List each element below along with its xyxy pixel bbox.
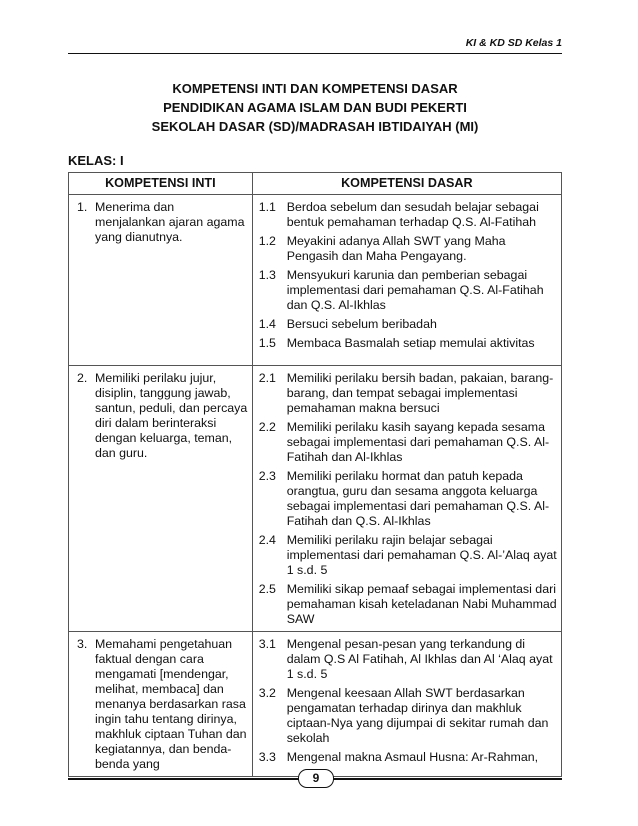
ki-text: Memiliki perilaku jujur, disiplin, tanggung jawab, santun, peduli, dan percaya diri dalam berinteraksi dengan keluarga, teman, dan guru.	[95, 371, 248, 460]
kd-text: Mensyukuri karunia dan pemberian sebagai implementasi dari pemahaman Q.S. Al-Fatihah dan Q.S. Al-Ikhlas	[286, 268, 544, 312]
ki-text: Menerima dan menjalankan ajaran agama yang dianutnya.	[95, 200, 245, 244]
kd-number: 1.1	[258, 200, 276, 214]
kd-item	[257, 317, 557, 332]
kd-text: Berdoa sebelum dan sesudah belajar sebagai bentuk pemahaman terhadap Q.S. Al-Fatihah	[286, 200, 539, 229]
kd-text: Memiliki perilaku bersih badan, pakaian, barang-barang, dan tempat sebagai implementasi pemahaman makna bersuci	[286, 371, 554, 415]
kd-item	[257, 750, 557, 765]
kd-item	[257, 234, 557, 264]
kd-number: 1.2	[258, 234, 276, 248]
document-title	[68, 79, 562, 136]
ki-number: 2.	[77, 371, 88, 385]
kd-number: 1.4	[258, 317, 276, 331]
title-line-3: SEKOLAH DASAR (SD)/MADRASAH IBTIDAIYAH (MI)	[151, 119, 479, 134]
header-rule	[68, 53, 562, 54]
table-row	[69, 366, 562, 632]
kd-cell	[252, 195, 561, 366]
header-kompetensi-dasar: KOMPETENSI DASAR	[252, 173, 561, 195]
title-line-2: PENDIDIKAN AGAMA ISLAM DAN BUDI PEKERTI	[163, 100, 467, 115]
kd-number: 1.3	[258, 268, 276, 282]
kd-text: Bersuci sebelum beribadah	[286, 317, 437, 331]
ki-cell	[69, 632, 253, 777]
table-header-row	[69, 173, 562, 195]
kd-number: 3.2	[258, 686, 276, 700]
kd-text: Memiliki perilaku hormat dan patuh kepada orangtua, guru dan sesama anggota keluarga sebagai implementasi dari pemahaman Q.S. Al-Fatihah dan Q.S. Al-Ikhlas	[286, 469, 550, 528]
header-kompetensi-inti: KOMPETENSI INTI	[69, 173, 253, 195]
kd-text: Mengenal keesaan Allah SWT berdasarkan pengamatan terhadap dirinya dan makhluk ciptaan-Nya yang dijumpai di sekitar rumah dan sekolah	[286, 686, 549, 745]
kd-number: 3.3	[258, 750, 276, 764]
kd-item	[257, 533, 557, 578]
kd-item	[257, 582, 557, 627]
table-row	[69, 195, 562, 366]
page-number-badge: 9	[298, 769, 334, 788]
class-label: KELAS: I	[68, 153, 124, 168]
ki-number: 1.	[77, 200, 88, 214]
kd-item	[257, 336, 557, 351]
kd-number: 2.1	[258, 371, 276, 385]
kd-item	[257, 686, 557, 746]
kd-text: Membaca Basmalah setiap memulai aktivitas	[286, 336, 535, 350]
kd-item	[257, 371, 557, 416]
kd-text: Memiliki sikap pemaaf sebagai implementasi dari pemahaman kisah keteladanan Nabi Muhammad SAW	[286, 582, 557, 626]
kd-item	[257, 268, 557, 313]
title-line-1: KOMPETENSI INTI DAN KOMPETENSI DASAR	[172, 81, 458, 96]
kd-item	[257, 637, 557, 682]
kd-text: Memiliki perilaku kasih sayang kepada sesama sebagai implementasi dari pemahaman Q.S. Al-Fatihah dan Al-Ikhlas	[286, 420, 550, 464]
kd-item	[257, 420, 557, 465]
kd-text: Mengenal makna Asmaul Husna: Ar-Rahman,	[286, 750, 539, 764]
kd-item	[257, 469, 557, 529]
ki-cell	[69, 195, 253, 366]
kd-item	[257, 200, 557, 230]
kd-number: 2.3	[258, 469, 276, 483]
kd-number: 2.2	[258, 420, 276, 434]
ki-text: Memahami pengetahuan faktual dengan cara mengamati [mendengar, melihat, membaca] dan menanya berdasarkan rasa ingin tahu tentang dirinya, makhluk ciptaan Tuhan dan kegiatannya, dan benda-benda yang	[95, 637, 247, 771]
competency-table	[68, 172, 562, 777]
ki-number: 3.	[77, 637, 88, 651]
running-header: KI & KD SD Kelas 1	[465, 37, 562, 49]
kd-cell	[252, 632, 561, 777]
kd-number: 2.4	[258, 533, 276, 547]
ki-cell	[69, 366, 253, 632]
kd-text: Memiliki perilaku rajin belajar sebagai implementasi dari pemahaman Q.S. Al-’Alaq ayat 1 s.d. 5	[286, 533, 557, 577]
kd-number: 1.5	[258, 336, 276, 350]
kd-number: 2.5	[258, 582, 276, 596]
kd-text: Meyakini adanya Allah SWT yang Maha Pengasih dan Maha Pengayang.	[286, 234, 506, 263]
kd-cell	[252, 366, 561, 632]
kd-number: 3.1	[258, 637, 276, 651]
kd-text: Mengenal pesan-pesan yang terkandung di dalam Q.S Al Fatihah, Al Ikhlas dan Al ‘Alaq ayat 1 s.d. 5	[286, 637, 553, 681]
table-row	[69, 632, 562, 777]
